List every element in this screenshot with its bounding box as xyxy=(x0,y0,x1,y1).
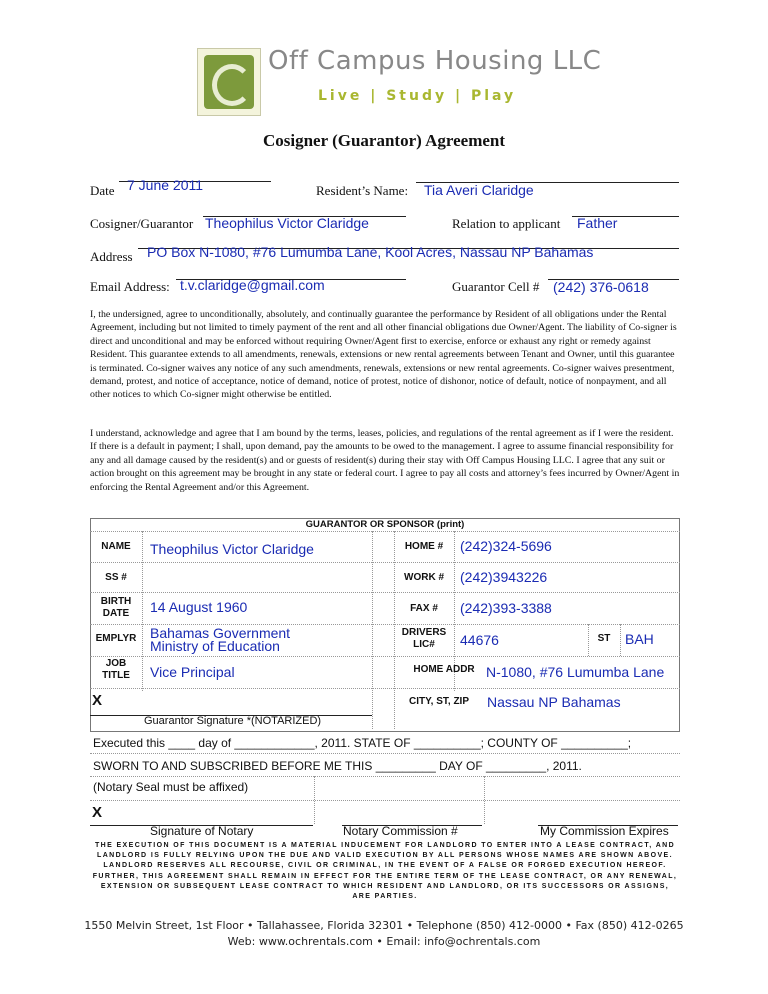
logo-mark xyxy=(204,55,254,109)
executed-line: Executed this ____ day of ____________, 2011. STATE OF __________; COUNTY OF __________; xyxy=(93,736,632,750)
home-address-label: HOME ADDR xyxy=(413,664,475,675)
drivers-license-value[interactable]: 44676 xyxy=(460,632,499,648)
birth-date-label-line2: DATE xyxy=(102,608,130,619)
city-state-zip-label: CITY, ST, ZIP xyxy=(408,696,469,707)
footer-contact: Web: www.ochrentals.com • Email: info@ochrentals.com xyxy=(227,935,541,948)
grid-line xyxy=(372,531,373,729)
birth-date-value[interactable]: 14 August 1960 xyxy=(150,599,248,615)
commission-expires-caption: My Commission Expires xyxy=(540,824,669,838)
date-label: Date xyxy=(90,183,115,198)
guarantor-table-heading: GUARANTOR OR SPONSOR (print) xyxy=(305,519,465,530)
brand-name: Off Campus Housing LLC xyxy=(268,46,602,76)
home-address-value[interactable]: N-1080, #76 Lumumba Lane xyxy=(486,664,665,680)
notary-top-line xyxy=(90,731,680,732)
name-label: NAME xyxy=(101,541,131,552)
fax-label: FAX # xyxy=(410,603,438,614)
grid-line xyxy=(484,776,485,824)
guarantor-signature-mark: X xyxy=(92,692,103,709)
home-phone-value[interactable]: (242)324-5696 xyxy=(460,538,552,554)
legal-disclaimer: THE EXECUTION OF THIS DOCUMENT IS A MATERIAL INDUCEMENT FOR LANDLORD TO ENTER INTO A LEASE CONTRACT, AND LANDLORD IS FULLY RELYING UPON THE DUE AND VALID EXECUTION BY ALL PERSONS WHOSE NAMES ARE SHOWN ABOVE. LANDLORD RESERVES ALL RECOURSE, CIVIL OR CRIMINAL, IN THE EVENT OF A FALSE OR FORGED EXECUTION HEREOF. FURTHER, THIS AGREEMENT SHALL REMAIN IN EFFECT FOR THE ENTIRE TERM OF THE LEASE CONTRACT, OR ANY RENEWAL, EXTENSION OR SUBSEQUENT LEASE CONTRACT TO WHICH RESIDENT AND LANDLORD, OR ITS SUCCESSORS OR ASSIGNS, ARE PARTIES. xyxy=(92,842,678,901)
document-title: Cosigner (Guarantor) Agreement xyxy=(262,131,506,150)
grid-line xyxy=(588,624,589,656)
city-state-zip-value[interactable]: Nassau NP Bahamas xyxy=(487,694,621,710)
guarantee-paragraph: I, the undersigned, agree to unconditionally, absolutely, and continually guarantee the performance by Resident of all obligations under the Rental Agreement, including but not limited to timely payment of the rent and all other financial obligations due Owner/Agent. The liability of Co-signer is direct and unconditional and may be enforced without requiring Owner/Agent first to exercise, enforce or exhaust any right or remedy against Resident. This guarantee extends to all amendments, renewals, extensions or new rental agreements between Tenant and Owner, until this guarantee is terminated. Co-signer waives any notice of any such amendments, renewals, extensions or new rental agreements. Co-signer waives presentment, demand, protest, and notice of acceptance, notice of demand, notice of protest, notice of dishonor, notice of default, notice of nonpayment, and all other notices to which Co-signer might otherwise be entitled. xyxy=(90,309,677,401)
guarantor-signature-caption: Guarantor Signature *(NOTARIZED) xyxy=(144,715,322,727)
job-title-value[interactable]: Vice Principal xyxy=(150,664,235,680)
fax-value[interactable]: (242)393-3388 xyxy=(460,600,552,616)
grid-line xyxy=(90,562,680,563)
notary-seal-note: (Notary Seal must be affixed) xyxy=(93,780,249,794)
grid-line xyxy=(620,624,621,656)
grid-line xyxy=(90,592,680,593)
job-title-label-line2: TITLE xyxy=(102,670,130,681)
employer-value-line2[interactable]: Ministry of Education xyxy=(150,638,280,654)
brand-tagline: Live | Study | Play xyxy=(318,88,517,104)
birth-date-label-line1: BIRTH xyxy=(100,596,132,607)
grid-line xyxy=(90,531,680,532)
drivers-license-label-line1: DRIVERS xyxy=(401,627,447,638)
swirl-icon xyxy=(212,64,252,106)
grid-line xyxy=(90,656,680,657)
cell-label: Guarantor Cell # xyxy=(452,279,540,294)
grid-line xyxy=(90,688,680,689)
address-value[interactable]: PO Box N-1080, #76 Lumumba Lane, Kool Acres, Nassau NP Bahamas xyxy=(147,244,594,260)
relation-value[interactable]: Father xyxy=(577,215,618,231)
resident-label: Resident’s Name: xyxy=(316,183,409,198)
state-value[interactable]: BAH xyxy=(625,631,654,647)
company-logo xyxy=(197,48,261,116)
work-phone-value[interactable]: (242)3943226 xyxy=(460,569,548,585)
grid-line xyxy=(142,531,143,691)
grid-line xyxy=(90,800,680,801)
name-value[interactable]: Theophilus Victor Claridge xyxy=(150,541,314,557)
address-label: Address xyxy=(90,249,133,264)
employer-value-line1[interactable]: Bahamas Government xyxy=(150,625,291,641)
drivers-license-label-line2: LIC# xyxy=(413,639,435,650)
email-value[interactable]: t.v.claridge@gmail.com xyxy=(180,277,325,293)
grid-line xyxy=(314,776,315,824)
cosigner-value[interactable]: Theophilus Victor Claridge xyxy=(205,215,369,231)
relation-label: Relation to applicant xyxy=(452,216,561,231)
grid-line xyxy=(90,776,680,777)
cosigner-label: Cosigner/Guarantor xyxy=(90,216,194,231)
notary-signature-caption: Signature of Notary xyxy=(150,824,254,838)
resident-value[interactable]: Tia Averi Claridge xyxy=(424,182,534,198)
notary-commission-caption: Notary Commission # xyxy=(343,824,458,838)
email-label: Email Address: xyxy=(90,279,170,294)
home-phone-label: HOME # xyxy=(404,541,444,552)
work-phone-label: WORK # xyxy=(404,572,444,583)
state-label: ST xyxy=(597,633,611,644)
cell-value[interactable]: (242) 376-0618 xyxy=(553,279,649,295)
employer-label: EMPLYR xyxy=(95,633,137,644)
footer-address: 1550 Melvin Street, 1st Floor • Tallahassee, Florida 32301 • Telephone (850) 412-0000 • Fax (850) 412-0265 xyxy=(84,919,684,932)
ss-label: SS # xyxy=(105,572,127,583)
sworn-line: SWORN TO AND SUBSCRIBED BEFORE ME THIS _________ DAY OF _________, 2011. xyxy=(93,759,582,773)
acknowledgement-paragraph: I understand, acknowledge and agree that I am bound by the terms, leases, policies, and regulations of the rental agreement as if I were the resident. If there is a default in payment; I shall, upon demand, pay the amounts to be owed to the management. I agree to assume financial responsibility for any and all damage caused by the resident(s) and or guests of resident(s) during their stay with Off Campus Housing LLC. I agree that any suit or action brought on this agreement may be brought in any state or federal court. I agree to pay all costs and attorney’s fees incurred by Owner/Agent in enforcing the Rental Agreement and/or this Agreement. xyxy=(90,428,680,493)
grid-line xyxy=(90,753,680,754)
notary-signature-mark: X xyxy=(92,804,103,821)
date-value[interactable]: 7 June 2011 xyxy=(127,177,204,193)
job-title-label-line1: JOB xyxy=(105,658,127,669)
